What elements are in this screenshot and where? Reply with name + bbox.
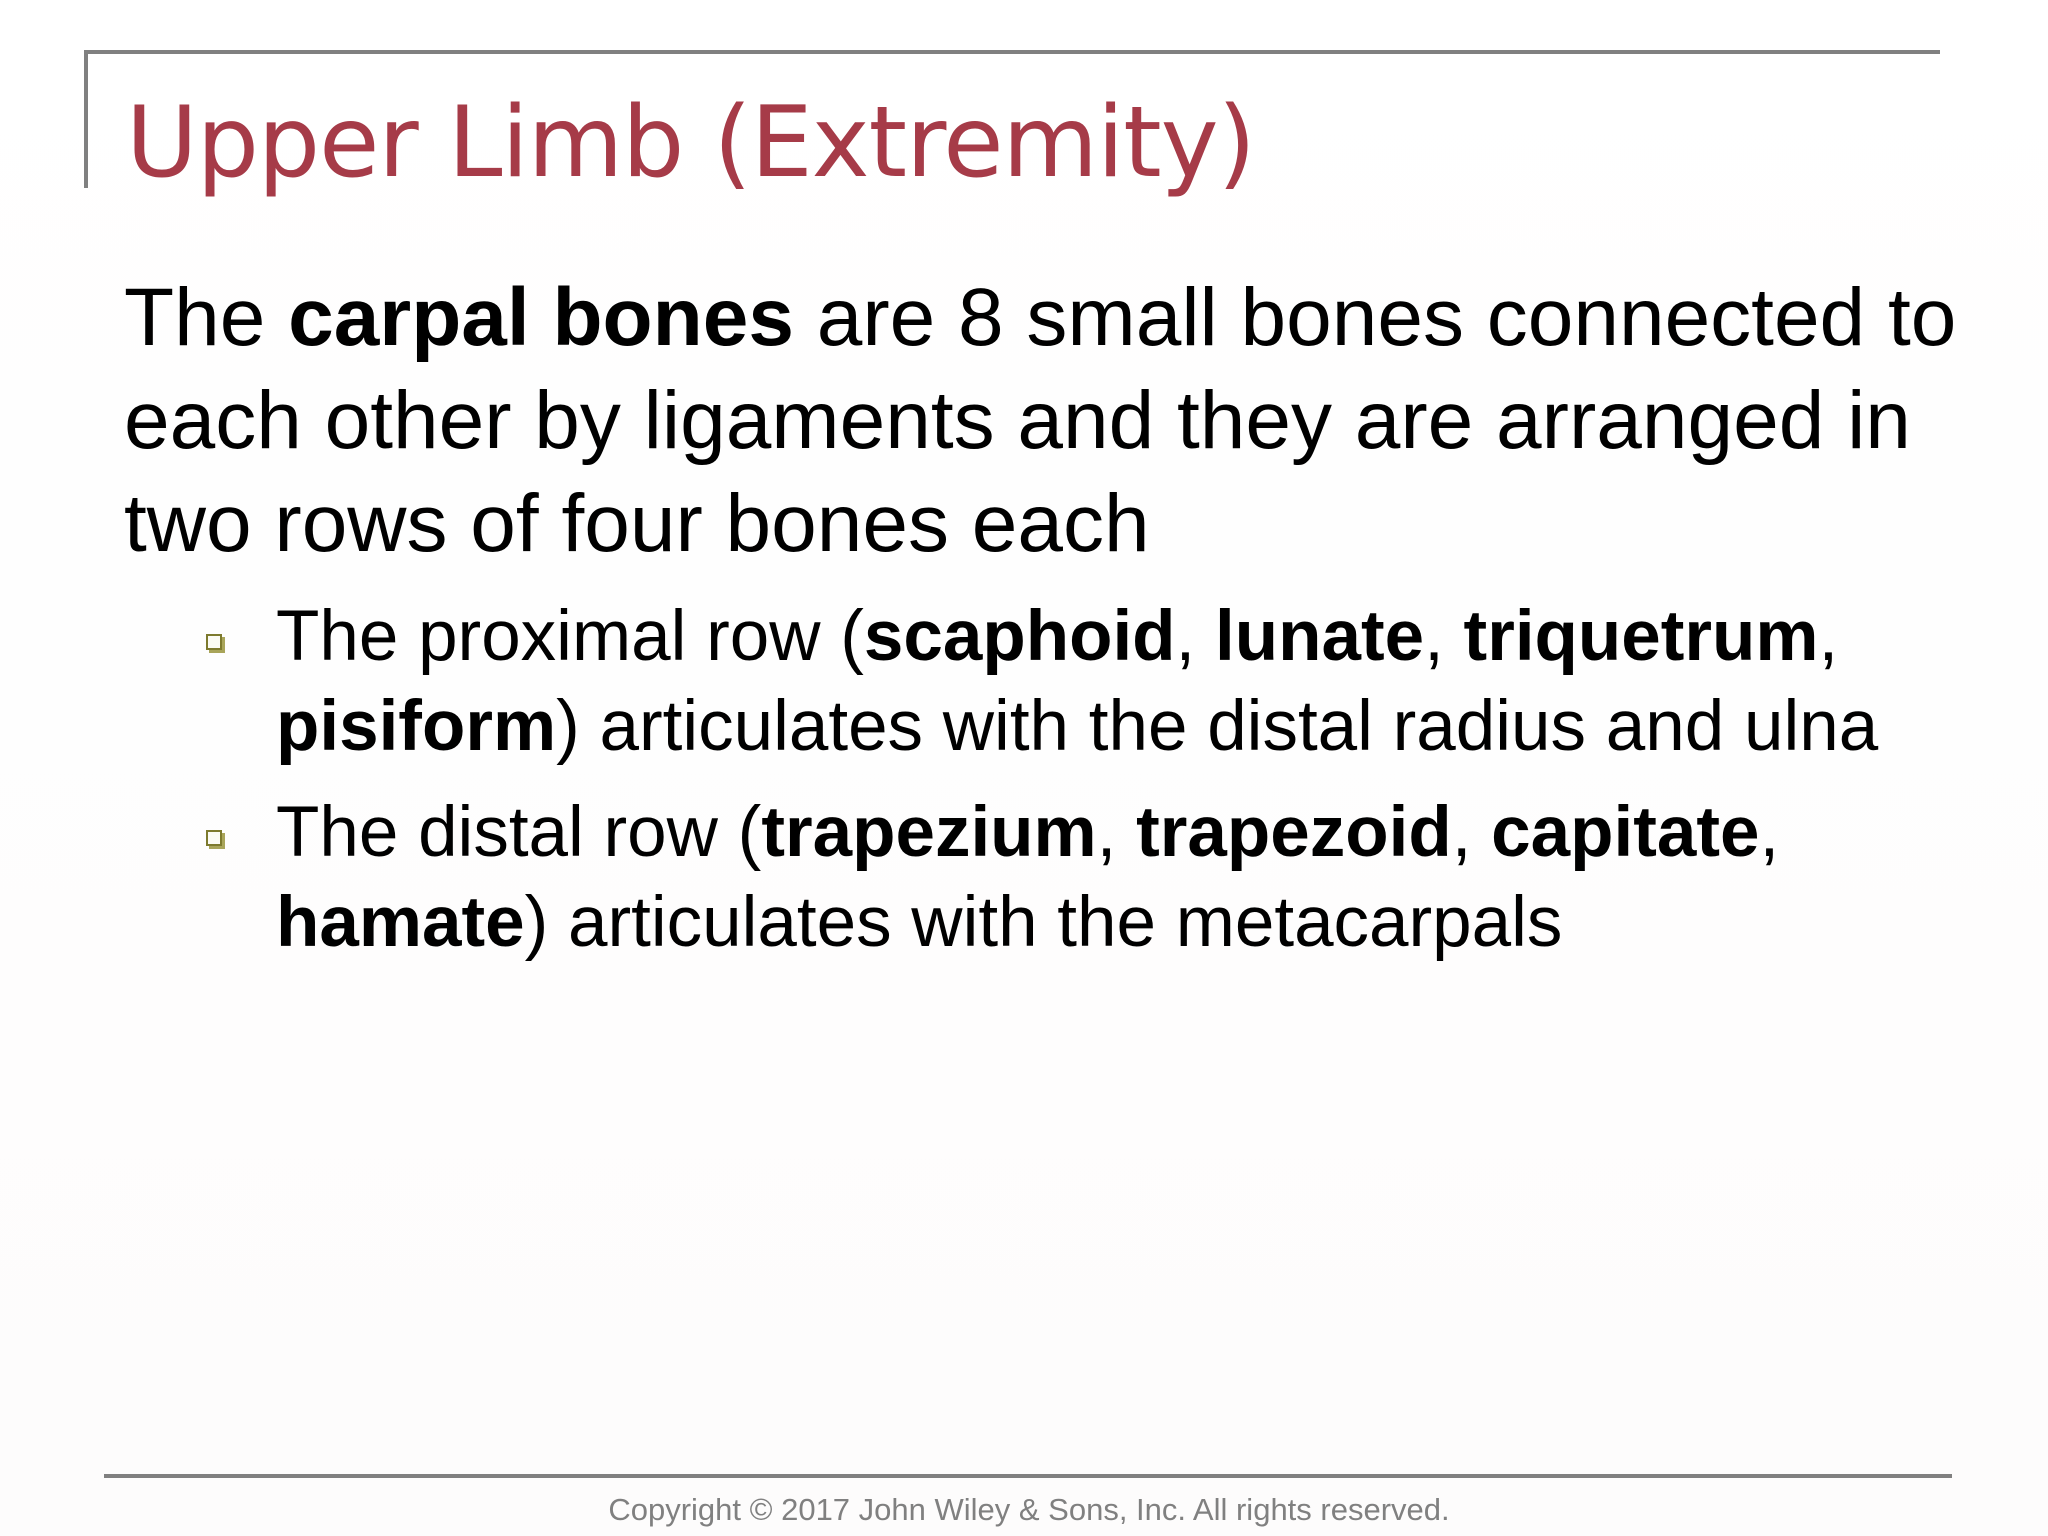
bone-name: lunate [1215, 597, 1425, 676]
bone-name: capitate [1491, 793, 1760, 872]
bone-name: hamate [276, 883, 525, 962]
separator: , [1175, 597, 1215, 676]
intro-bold-term: carpal bones [288, 272, 794, 363]
bullet-item-distal-row [206, 788, 1966, 968]
slide-title: Upper Limb (Extremity) [126, 86, 1255, 200]
square-bullet-icon [206, 634, 222, 650]
bullet-tail: ) articulates with the metacarpals [524, 883, 1563, 962]
intro-suffix: are 8 small bones connected to each other by ligaments and they are arranged in two rows of four bones each [124, 272, 1957, 569]
bullet-tail: ) articulates with the distal radius and ulna [556, 687, 1879, 766]
copyright-notice: Copyright © 2017 John Wiley & Sons, Inc. All rights reserved. [608, 1492, 1450, 1527]
separator: , [1818, 597, 1839, 676]
title-frame-top-rule [84, 50, 1940, 54]
bullet-lead: The distal row ( [276, 793, 762, 872]
separator: , [1096, 793, 1137, 872]
bone-name: scaphoid [863, 597, 1176, 676]
intro-prefix: The [124, 272, 289, 363]
title-frame-left-rule [84, 50, 88, 188]
separator: , [1759, 793, 1780, 872]
bullet-item-proximal-row [206, 592, 1966, 772]
square-bullet-icon [206, 830, 222, 846]
footer-rule [104, 1474, 1952, 1478]
separator: , [1424, 597, 1464, 676]
separator: , [1451, 793, 1492, 872]
bone-name: trapezoid [1136, 793, 1452, 872]
bone-name: pisiform [276, 687, 557, 766]
intro-paragraph [124, 266, 1984, 575]
bullet-lead: The proximal row ( [276, 597, 864, 676]
bone-name: triquetrum [1463, 597, 1819, 676]
bullet-list [206, 592, 1966, 984]
bone-name: trapezium [761, 793, 1097, 872]
